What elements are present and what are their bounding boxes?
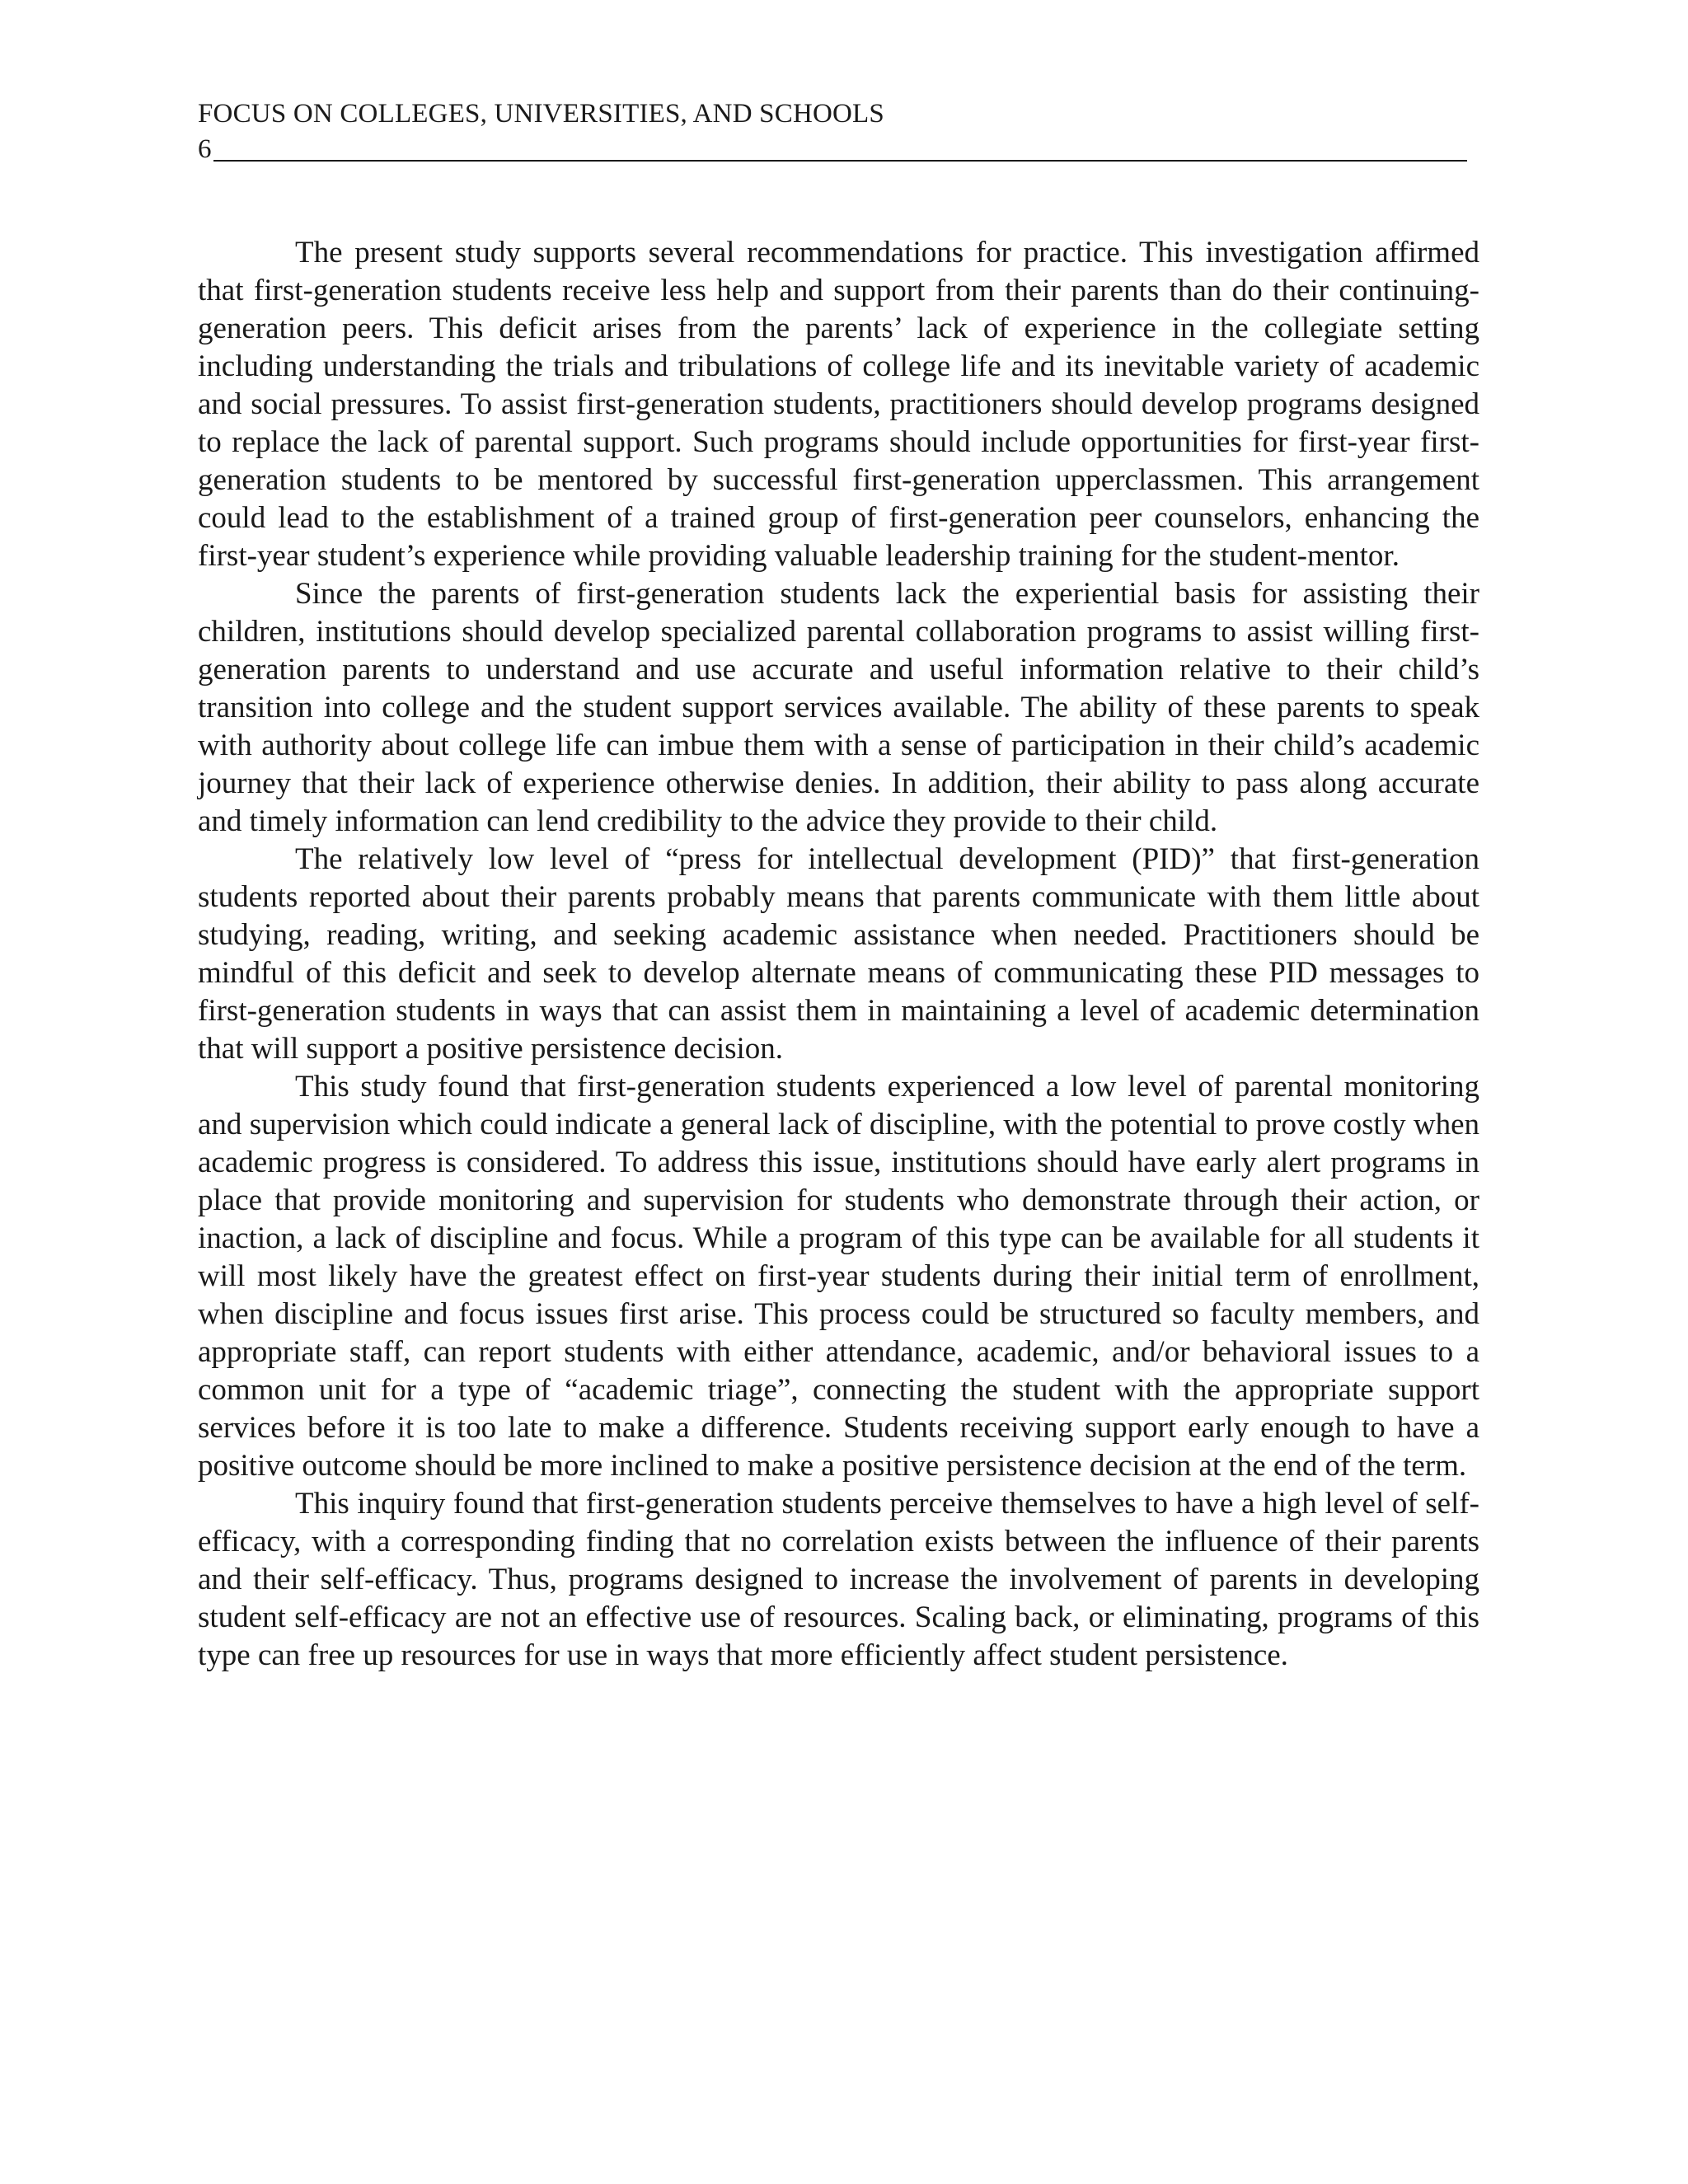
body-text	[198, 234, 1479, 1675]
header-rule	[213, 160, 1468, 162]
page-number-line	[198, 132, 1467, 165]
page-number: 6	[198, 134, 212, 164]
paragraph-recommendations: The present study supports several recommendations for practice. This investigation affirmed that first-generation students receive less help and support from their parents than do their continuing-generation peers. This deficit arises from the parents’ lack of experience in the collegiate setting including understanding the trials and tribulations of college life and its inevitable variety of academic and social pressures. To assist first-generation students, practitioners should develop programs designed to replace the lack of parental support. Such programs should include opportunities for first-year first-generation students to be mentored by successful first-generation upperclassmen. This arrangement could lead to the establishment of a trained group of first-generation peer counselors, enhancing the first-year student’s experience while providing valuable leadership training for the student-mentor.	[198, 236, 1479, 573]
paragraph-monitoring-supervision: This study found that first-generation students experienced a low level of parental monitoring and supervision which could indicate a general lack of discipline, with the potential to prove costly when academic progress is considered. To address this issue, institutions should have early alert programs in place that provide monitoring and supervision for students who demonstrate through their action, or inaction, a lack of discipline and focus. While a program of this type can be available for all students it will most likely have the greatest effect on first-year students during their initial term of enrollment, when discipline and focus issues first arise. This process could be structured so faculty members, and appropriate staff, can report students with either attendance, academic, and/or behavioral issues to a common unit for a type of “academic triage”, connecting the student with the appropriate support services before it is too late to make a difference. Students receiving support early enough to have a positive outcome should be more inclined to make a positive persistence decision at the end of the term.	[198, 1070, 1479, 1483]
paragraph-press-for-intellectual-development: The relatively low level of “press for intellectual development (PID)” that first-generation students reported about their parents probably means that parents communicate with them little about studying, reading, writing, and seeking academic assistance when needed. Practitioners should be mindful of this deficit and seek to develop alternate means of communicating these PID messages to first-generation students in ways that can assist them in maintaining a level of academic determination that will support a positive persistence decision.	[198, 842, 1479, 1066]
paragraph-self-efficacy: This inquiry found that first-generation students perceive themselves to have a high level of self-efficacy, with a corresponding finding that no correlation exists between the influence of their parents and their self-efficacy. Thus, programs designed to increase the involvement of parents in developing student self-efficacy are not an effective use of resources. Scaling back, or eliminating, programs of this type can free up resources for use in ways that more efficiently affect student persistence.	[198, 1487, 1479, 1672]
journal-title: FOCUS ON COLLEGES, UNIVERSITIES, AND SCHOOLS	[198, 99, 884, 129]
running-header	[198, 97, 1467, 165]
paragraph-parental-collaboration: Since the parents of first-generation students lack the experiential basis for assisting their children, institutions should develop specialized parental collaboration programs to assist willing first-generation parents to understand and use accurate and useful information relative to their child’s transition into college and the student support services available. The ability of these parents to speak with authority about college life can imbue them with a sense of participation in their child’s academic journey that their lack of experience otherwise denies. In addition, their ability to pass along accurate and timely information can lend credibility to the advice they provide to their child.	[198, 577, 1479, 838]
